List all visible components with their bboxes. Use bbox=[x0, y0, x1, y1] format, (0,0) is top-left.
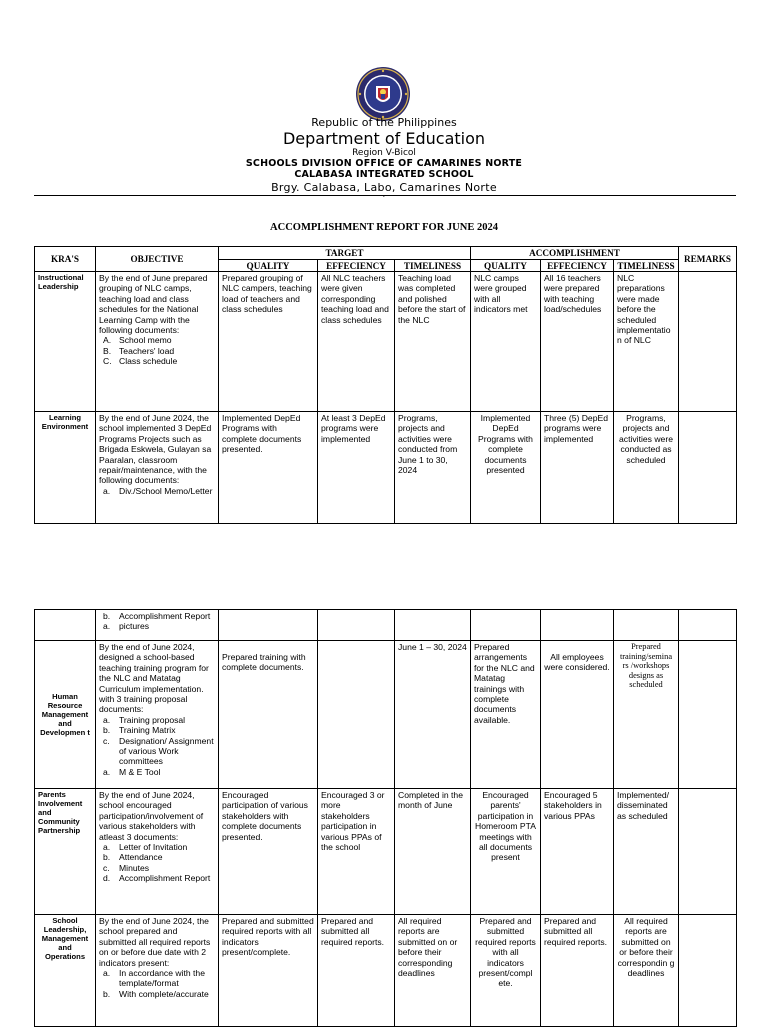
col-target-timeliness: TIMELINESS bbox=[395, 260, 471, 272]
list-item: a. M & E Tool bbox=[103, 766, 161, 777]
col-acc-timeliness: TIMELINESS bbox=[614, 260, 679, 272]
col-acc-efficiency: EFFECIENCY bbox=[541, 260, 614, 272]
acc-quality-cell: Implemented DepEd Programs with complete documents presented bbox=[471, 412, 541, 524]
col-kras: KRA'S bbox=[35, 247, 96, 272]
list-item: A. School memo bbox=[103, 335, 172, 346]
target-timeliness-cell: Teaching load was completed and polished before the start of the NLC bbox=[395, 272, 471, 412]
objective-list bbox=[99, 335, 215, 366]
target-quality-cell: Prepared grouping of NLC campers, teaching load of teachers and class schedules bbox=[219, 272, 318, 412]
table-row bbox=[35, 610, 737, 641]
remarks-cell bbox=[679, 915, 737, 1027]
republic-heading: Republic of the Philippines bbox=[311, 116, 457, 129]
list-item: c. Designation/ Assignment of various Work committees bbox=[103, 735, 214, 767]
list-item: C. Class schedule bbox=[103, 356, 178, 367]
kra-cell: Parents Involvement and Community Partnership bbox=[35, 789, 96, 915]
acc-efficiency-cell: All 16 teachers were prepared with teaching load/schedules bbox=[541, 272, 614, 412]
acc-efficiency-cell: All employees were considered. bbox=[541, 641, 614, 789]
acc-efficiency-cell: Encouraged 5 stakeholders in various PPAs bbox=[541, 789, 614, 915]
target-timeliness-cell: Completed in the month of June bbox=[395, 789, 471, 915]
col-acc-quality: QUALITY bbox=[471, 260, 541, 272]
acc-timeliness-cell: Implemented/ disseminated as scheduled bbox=[614, 789, 679, 915]
col-target-efficiency: EFFECIENCY bbox=[318, 260, 395, 272]
acc-efficiency-cell: Three (5) DepEd programs were implemented bbox=[541, 412, 614, 524]
objective-list bbox=[99, 715, 215, 777]
target-efficiency-cell bbox=[318, 610, 395, 641]
target-timeliness-cell bbox=[395, 610, 471, 641]
acc-quality-cell: Prepared arrangements for the NLC and Matatag trainings with complete documents available. bbox=[471, 641, 541, 789]
kra-cell: Instructional Leadership bbox=[35, 272, 96, 412]
objective-text: By the end of June 2024, the school prepared and submitted all required reports on or before due date with 2 indicators present: bbox=[99, 916, 211, 968]
acc-timeliness-cell: NLC preparations were made before the scheduled implementatio n of NLC bbox=[614, 272, 679, 412]
objective-cell bbox=[96, 789, 219, 915]
list-item: c. Minutes bbox=[103, 862, 150, 873]
target-quality-cell: Encouraged participation of various stakeholders with complete documents presented. bbox=[219, 789, 318, 915]
remarks-cell bbox=[679, 412, 737, 524]
col-remarks: REMARKS bbox=[679, 247, 737, 272]
list-item: a. pictures bbox=[103, 621, 150, 632]
objective-cell bbox=[96, 272, 219, 412]
kra-cell: Human Resource Management and Developmen t bbox=[35, 641, 96, 789]
deped-seal-logo bbox=[355, 66, 411, 122]
target-quality-cell: Implemented DepEd Programs with complete documents presented. bbox=[219, 412, 318, 524]
target-efficiency-cell: Prepared and submitted all required reports. bbox=[318, 915, 395, 1027]
list-item: b. Training Matrix bbox=[103, 725, 176, 736]
target-timeliness-cell: June 1 – 30, 2024 bbox=[395, 641, 471, 789]
acc-timeliness-cell: All required reports are submitted on or before their correspondin g deadlines bbox=[614, 915, 679, 1027]
target-timeliness-cell: All required reports are submitted on or before their corresponding deadlines bbox=[395, 915, 471, 1027]
objective-list bbox=[99, 842, 215, 884]
objective-cell bbox=[96, 610, 219, 641]
target-timeliness-cell: Programs, projects and activities were conducted from June 1 to 30, 2024 bbox=[395, 412, 471, 524]
list-item: b. Attendance bbox=[103, 852, 163, 863]
list-item: d. Accomplishment Report bbox=[103, 873, 211, 884]
list-item: a. In accordance with the template/format bbox=[103, 968, 205, 989]
acc-timeliness-cell bbox=[614, 610, 679, 641]
department-heading: Department of Education bbox=[282, 129, 486, 148]
remarks-cell bbox=[679, 641, 737, 789]
target-efficiency-cell bbox=[318, 641, 395, 789]
list-item: a. Training proposal bbox=[103, 714, 186, 725]
accomplishment-table-part1 bbox=[34, 246, 737, 524]
objective-text: By the end of June prepared grouping of NLC camps, teaching load and class schedules for the National Learning Camp with the following documents: bbox=[99, 273, 208, 336]
target-efficiency-cell: Encouraged 3 or more stakeholders participation in various PPAs of the school bbox=[318, 789, 395, 915]
col-target: TARGET bbox=[219, 247, 471, 260]
acc-quality-cell: Prepared and submitted required reports with all indicators present/compl ete. bbox=[471, 915, 541, 1027]
acc-quality-cell: NLC camps were grouped with all indicators met bbox=[471, 272, 541, 412]
objective-cell bbox=[96, 412, 219, 524]
target-quality-cell: Prepared and submitted required reports with all indicators present/complete. bbox=[219, 915, 318, 1027]
objective-text: By the end of June 2024, designed a school-based teaching training program for the NLC and Matatag Curriculum implementation. with 3 training proposal documents: bbox=[99, 642, 209, 715]
acc-quality-cell bbox=[471, 610, 541, 641]
report-title: ACCOMPLISHMENT REPORT FOR JUNE 2024 bbox=[270, 222, 498, 233]
list-item: b. Accomplishment Report bbox=[103, 611, 211, 621]
stray-mark: ‘ bbox=[382, 194, 386, 203]
division-heading: SCHOOLS DIVISION OFFICE OF CAMARINES NORTE bbox=[245, 158, 523, 169]
target-efficiency-cell: All NLC teachers were given corresponding teaching load and class schedules bbox=[318, 272, 395, 412]
kra-cell: Learning Environment bbox=[35, 412, 96, 524]
target-quality-cell: Prepared training with complete documents. bbox=[219, 641, 318, 789]
list-item: a. Div./School Memo/Letter bbox=[103, 485, 213, 496]
remarks-cell bbox=[679, 789, 737, 915]
list-item: b. With complete/accurate bbox=[103, 988, 209, 999]
table-row bbox=[35, 915, 737, 1027]
col-accomplishment: ACCOMPLISHMENT bbox=[471, 247, 679, 260]
address-heading: Brgy. Calabasa, Labo, Camarines Norte bbox=[271, 181, 497, 194]
kra-cell bbox=[35, 610, 96, 641]
col-target-quality: QUALITY bbox=[219, 260, 318, 272]
acc-timeliness-cell: Programs, projects and activities were conducted as scheduled bbox=[614, 412, 679, 524]
list-item: a. Letter of Invitation bbox=[103, 842, 188, 853]
region-heading: Region V-Bicol bbox=[352, 148, 416, 158]
objective-text: By the end of June 2024, the school implemented 3 DepEd Programs Projects such as Brigada Eskwela, Gulayan sa Paaralan, classroom repair/maintenance, with the following documents: bbox=[99, 413, 212, 486]
accomplishment-table-part2 bbox=[34, 609, 737, 1027]
objective-cell bbox=[96, 641, 219, 789]
objective-list bbox=[99, 486, 215, 496]
target-efficiency-cell: At least 3 DepEd programs were implemented bbox=[318, 412, 395, 524]
target-quality-cell bbox=[219, 610, 318, 641]
acc-efficiency-cell bbox=[541, 610, 614, 641]
acc-quality-cell: Encouraged parents' participation in Homeroom PTA meetings with all documents present bbox=[471, 789, 541, 915]
objective-list bbox=[99, 611, 215, 632]
acc-efficiency-cell: Prepared and submitted all required reports. bbox=[541, 915, 614, 1027]
table-row bbox=[35, 641, 737, 789]
acc-timeliness-cell: Prepared training/semina rs /workshops designs as scheduled bbox=[614, 641, 679, 789]
table-row bbox=[35, 789, 737, 915]
remarks-cell bbox=[679, 272, 737, 412]
objective-cell bbox=[96, 915, 219, 1027]
objective-text: By the end of June 2024, school encouraged participation/involvement of various stakeholders with atleast 3 documents: bbox=[99, 790, 204, 842]
col-objective: OBJECTIVE bbox=[96, 247, 219, 272]
school-heading: CALABASA INTEGRATED SCHOOL bbox=[294, 169, 474, 180]
objective-list bbox=[99, 968, 215, 999]
table-row bbox=[35, 272, 737, 412]
list-item: B. Teachers' load bbox=[103, 345, 175, 356]
remarks-cell bbox=[679, 610, 737, 641]
table-row bbox=[35, 412, 737, 524]
kra-cell: School Leadership, Management and Operations bbox=[35, 915, 96, 1027]
